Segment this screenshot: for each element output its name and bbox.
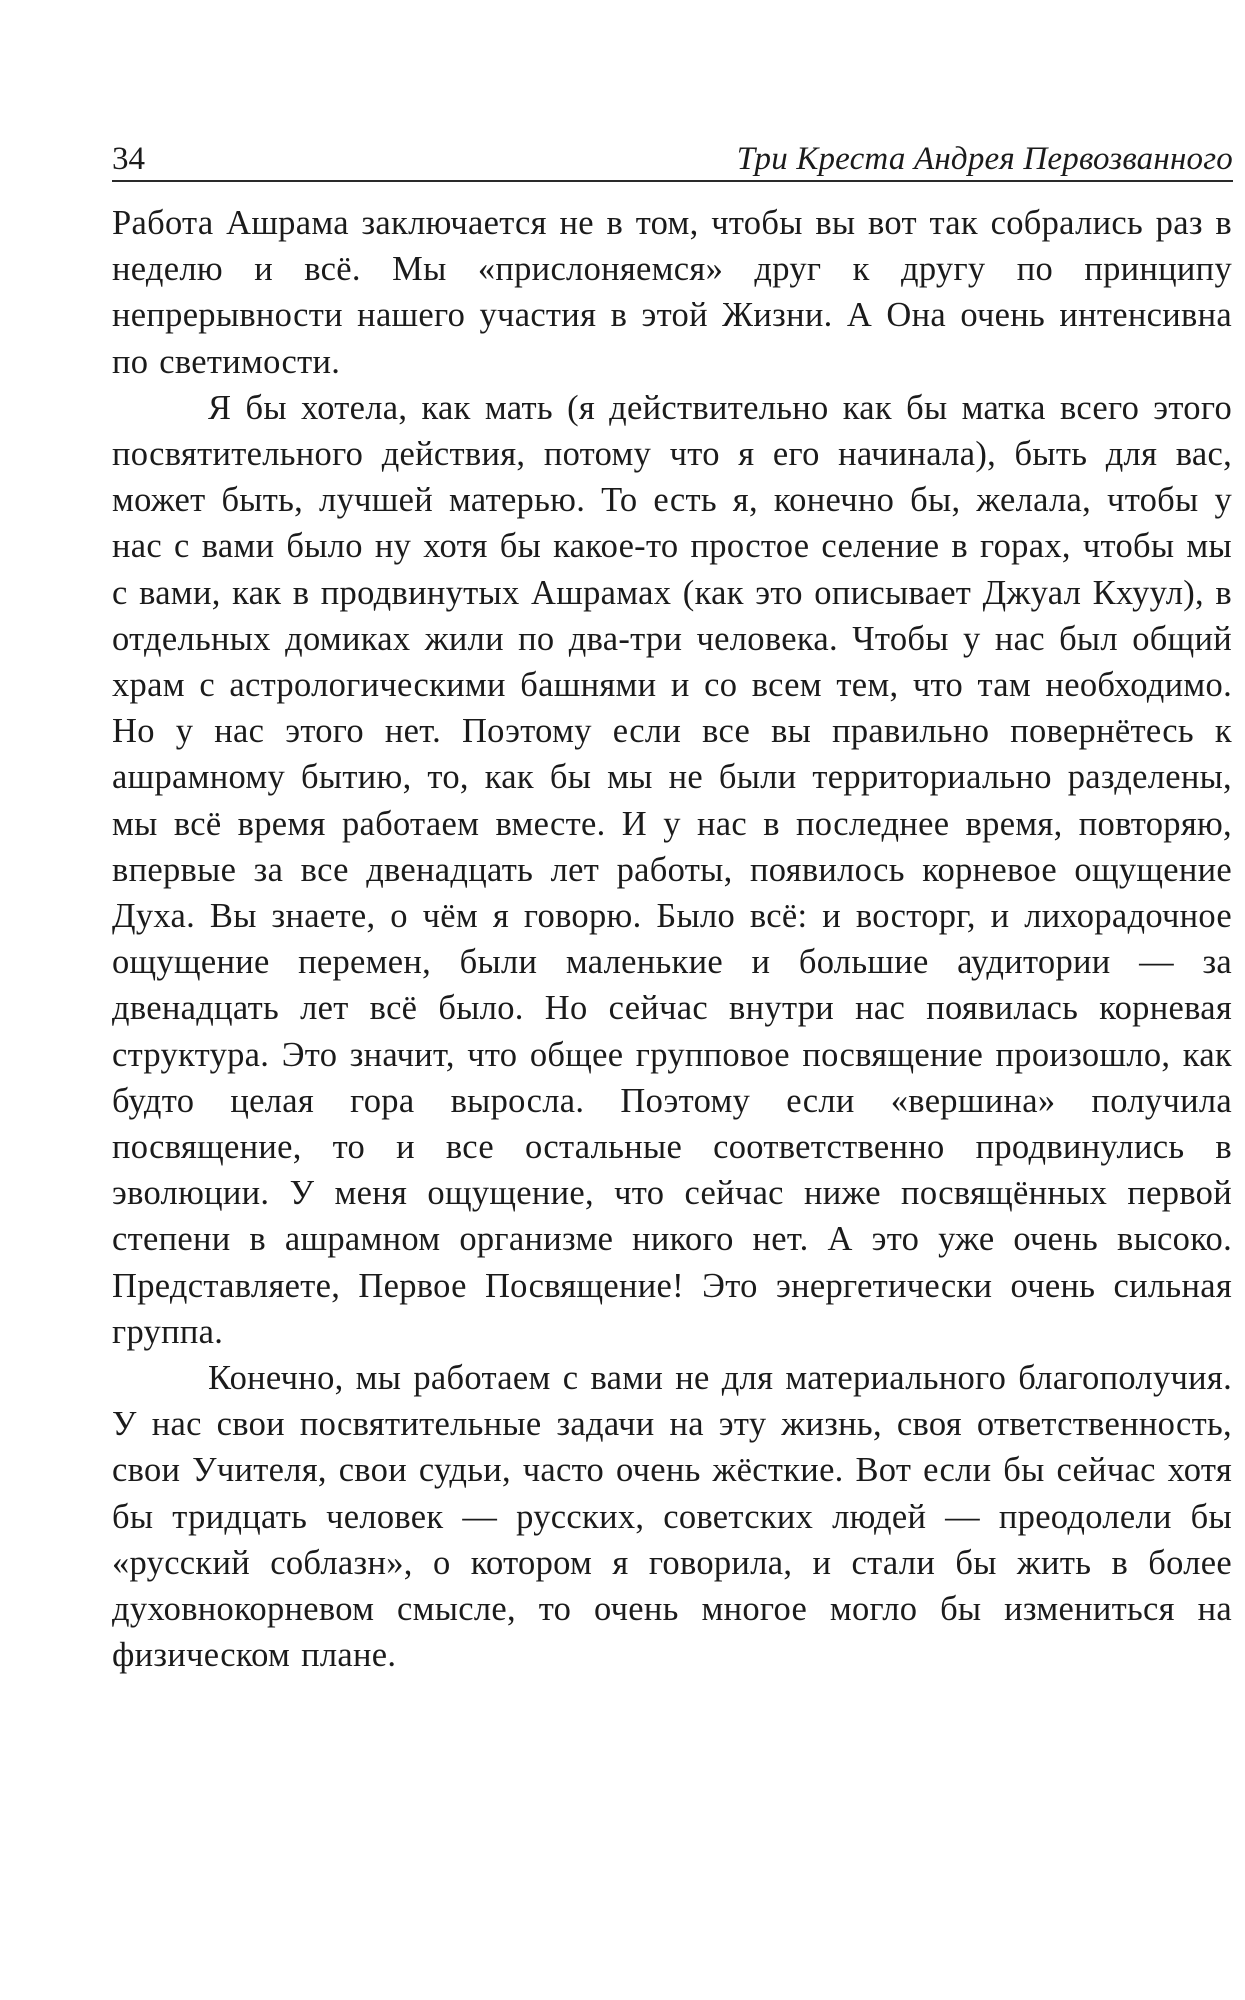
running-title: Три Креста Андрея Первозванного [736, 141, 1233, 177]
paragraph: Я бы хотела, как мать (я действительно как бы матка всего этого посвятительного действия, потому что я его начинала), быть для вас, может быть, лучшей матерью. То есть я, конечно бы, желала, чтобы у нас с вами было ну хотя бы какое-то простое селение в горах, чтобы мы с вами, как в продвинутых Ашрамах (как это описывает Джуал Кхуул), в отдельных домиках жили по два-три человека. Чтобы у нас был общий храм с астрологическими башнями и со всем тем, что там необходимо. Но у нас этого нет. Поэтому если все вы правильно повернётесь к ашрамному бытию, то, как бы мы не были территориально разделены, мы всё время работаем вместе. И у нас в последнее время, повторяю, впервые за все двенадцать лет работы, появилось корневое ощущение Духа. Вы знаете, о чём я говорю. Было всё: и восторг, и лихорадочное ощущение перемен, были маленькие и большие аудитории — за двенадцать лет всё было. Но сейчас внутри нас появилась корневая структура. Это значит, что общее групповое посвящение произошло, как будто целая гора выросла. Поэтому если «вершина» получила посвящение, то и все остальные соответственно продвинулись в эволюции. У меня ощущение, что сейчас ниже посвящённых первой степени в ашрамном организме никого нет. А это уже очень высоко. Представляете, Первое Посвящение! Это энергетически очень сильная группа. [112, 388, 1232, 1351]
page-number: 34 [112, 141, 145, 177]
running-head [112, 120, 1233, 176]
paragraph: Конечно, мы работаем с вами не для материального благополучия. У нас свои посвятительные задачи на эту жизнь, своя ответственность, свои Учителя, свои судьи, часто очень жёсткие. Вот если бы сейчас хотя бы тридцать человек — русских, советских людей — преодолели бы «русский соблазн», о котором я говорила, и стали бы жить в более духовнокорневом смысле, то очень многое могло бы измениться на физическом плане. [112, 1359, 1232, 1675]
paragraph: Работа Ашрама заключается не в том, чтобы вы вот так собрались раз в неделю и всё. Мы «прислоняемся» друг к другу по принципу непрерывности нашего участия в этой Жизни. А Она очень интенсивна по светимости. [112, 204, 1232, 381]
body-text [112, 200, 1232, 1679]
header-rule [112, 180, 1233, 182]
